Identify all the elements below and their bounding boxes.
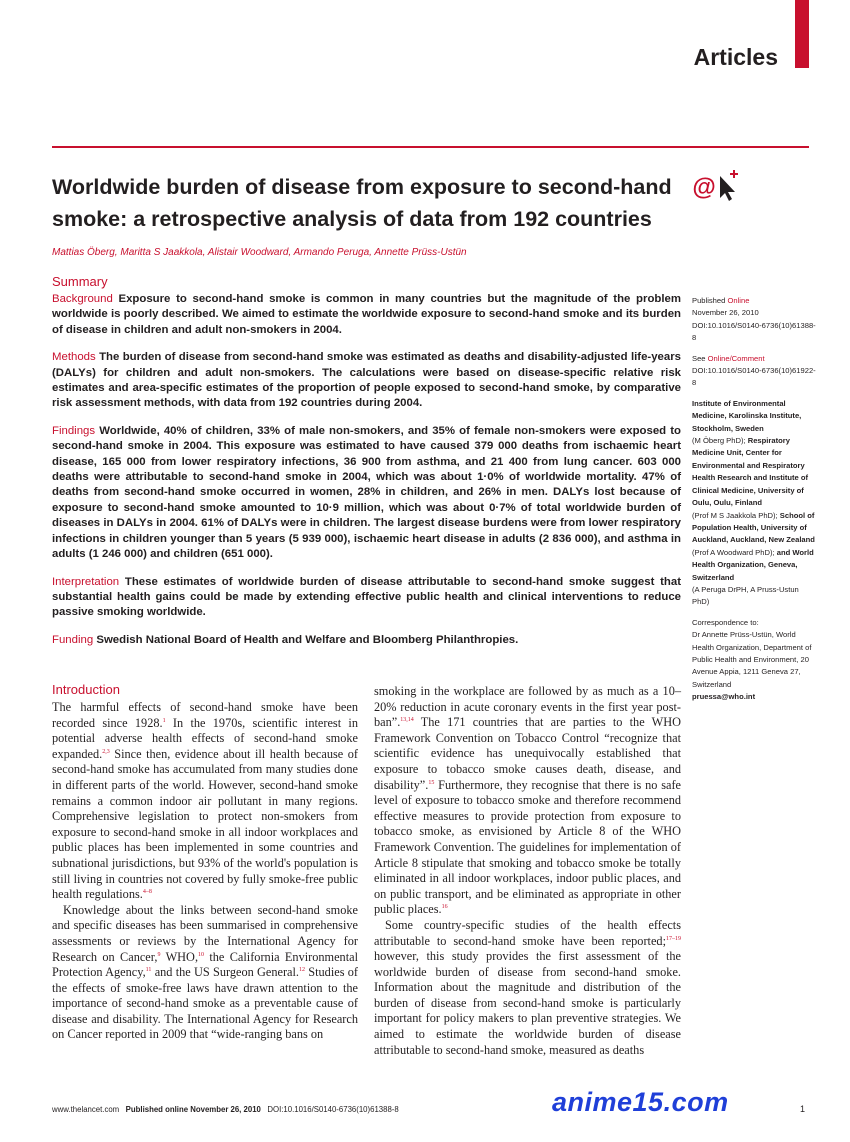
published-doi: DOI:10.1016/S0140-6736(10)61388-8 (692, 320, 816, 343)
body-column-right (374, 684, 681, 1058)
intro-paragraph: smoking in the workplace are followed by as much as a 10–20% reduction in acute coronary events in the first year post-ban”.$^{13,14}$ The 171 countries that are parties to the WHO Framework Convention on Tobacco Control “recognize that scientific evidence has unequivocally established that exposure to tobacco smoke causes death, disease, and disability”.$^{15}$ Furthermore, they recognise that there is no safe level of exposure to tobacco smoke and therefore recommend effective measures to provide protection from exposure to tobacco smoke, as envisioned by Article 8 of the WHO Framework Convention. The guidelines for implementation of Article 8 stipulate that smoking and tobacco smoke be totally eliminated in all indoor workplaces, indoor public places, and on public transport, and be eliminated as appropriate in other public places.$^{16}$ (374, 684, 681, 917)
findings-label: Findings (52, 424, 96, 437)
author-list: Mattias Öberg, Maritta S Jaakkola, Alistair Woodward, Armando Peruga, Annette Prüss-Ustün (52, 247, 467, 258)
comment-doi: DOI:10.1016/S0140-6736(10)61922-8 (692, 366, 816, 388)
interpretation-label: Interpretation (52, 575, 120, 588)
site-link[interactable]: www.thelancet.com (52, 1105, 120, 1114)
introduction-heading: Introduction (52, 682, 120, 697)
findings-text: Worldwide, 40% of children, 33% of male non-smokers, and 35% of female non-smokers were exposed to second-hand smoke in 2004. This exposure was estimated to have caused 379 000 deaths from ischaemic heart disease, 165 000 from lower respiratory infections, 36 900 from asthma, and 21 400 from lung cancer. 603 000 deaths were attributable to second-hand smoke in 2004, which was about 1·0% of worldwide mortality. 47% of deaths from second-hand smoke occurred in women, 28% in children, and 26% in men. DALYs lost because of exposure to second-hand smoke amounted to 10·9 million, which was about 0·7% of total worldwide burden of diseases in DALYs in 2004. 61% of DALYs were in children. The largest disease burdens were from lower respiratory infections in children younger than 5 years (5 939 000), ischaemic heart disease in adults (2 836 000), and asthma in adults (1 246 000) and children (651 000). (52, 424, 681, 561)
correspondence: Correspondence to: Dr Annette Prüss-Ustün, World Health Organization, Department of Public Health and Environment, 20 Avenue Appia, 1211 Geneva 27, Switzerland pruessa@who.int (692, 617, 812, 702)
page-footer (52, 1105, 399, 1114)
summary-interpretation (52, 575, 681, 621)
comment-link[interactable]: Online/Comment (707, 353, 765, 363)
affiliations: Institute of Environmental Medicine, Karolinska Institute, Stockholm, Sweden (M Öberg PhD); Respiratory Medicine Unit, Center for Environmental and Respiratory Health Research and Institute of Clinical Medicine, University of Oulu, Oulu, Finland (Prof M S Jaakkola PhD); School of Population Health, University of Auckland, Auckland, New Zealand (Prof A Woodward PhD); and World Health Organization, Geneva, Switzerland (A Peruga DrPH, A Pruss-Ustun PhD) (692, 398, 815, 607)
online-link[interactable]: Online (727, 296, 750, 305)
summary-funding (52, 633, 681, 648)
body-column-left (52, 700, 358, 1043)
summary (52, 292, 681, 660)
article-title: Worldwide burden of disease from exposure to second-hand smoke: a retrospective analysis of data from 192 countries (52, 175, 672, 231)
summary-heading: Summary (52, 274, 108, 289)
page-number: 1 (800, 1104, 806, 1114)
funding-label: Funding (52, 633, 94, 646)
correspondence-email[interactable]: pruessa@who.int (692, 692, 756, 702)
article-sidebar (692, 295, 817, 712)
methods-label: Methods (52, 351, 96, 364)
header-accent-bar (795, 0, 809, 68)
footer-published: Published online November 26, 2010 (125, 1105, 261, 1114)
intro-paragraph: The harmful effects of second-hand smoke have been recorded since 1928.$^1$ In the 1970s, scientific interest in potential adverse health effects of second-hand smoke expanded.$^{2,3}$ Since then, evidence about ill health because of second-hand smoke has accumulated from many studies done in different parts of the world. However, second-hand smoke remains a common indoor air pollutant in many regions. Comprehensive legislation to protect non-smokers from exposure to second-hand smoke in all indoor workplaces and public places has been implemented in some countries and subnational jurisdictions, but 93% of the world's population is still living in countries not covered by fully smoke-free public health regulations.$^{4-8}$ (52, 700, 359, 902)
methods-text: The burden of disease from second-hand smoke was estimated as deaths and disability-adjusted life-years (DALYs) for children and adult non-smokers. The calculations were based on disease-specific relative risk estimates and area-specific estimates of the proportion of people exposed to second-hand smoke, by comparative risk assessment methods, with data from 192 countries during 2004. (52, 351, 681, 410)
background-label: Background (52, 293, 113, 305)
see-comment: See Online/Comment DOI:10.1016/S0140-6736(10)61922-8 (692, 353, 816, 388)
online-first-icon[interactable] (690, 168, 742, 204)
intro-paragraph: Knowledge about the links between second-hand smoke and specific diseases has been summarised in comprehensive assessments or reviews by the International Agency for Research on Cancer,$^9$ WHO,$^{10}$ the California Environmental Protection Agency,$^{11}$ and the US Surgeon General.$^{12}$ Studies of the effects of smoke-free laws have drawn attention to the importance of second-hand smoke as a preventable cause of disease and disability. The International Agency for Research on Cancer reported in 2009 that “wide-ranging bans on (52, 902, 358, 1042)
interpretation-text: These estimates of worldwide burden of disease attributable to second-hand smoke suggest that substantial health gains could be made by extending effective public health and clinical interventions to reduce passive smoking worldwide. (52, 575, 681, 619)
title-rule (52, 146, 809, 148)
summary-findings (52, 424, 681, 563)
summary-methods (52, 350, 681, 412)
funding-text: Swedish National Board of Health and Welfare and Bloomberg Philanthropies. (96, 633, 519, 646)
summary-background (52, 292, 681, 338)
intro-paragraph: Some country-specific studies of the health effects attributable to second-hand smoke have been reported;$^{17-19}$ however, this study provides the first assessment of the worldwide burden of disease from second-hand smoke. Information about the magnitude and distribution of the burden of disease from second-hand smoke is particularly important for policy makers to plan preventive strategies. We aimed to estimate the worldwide burden of disease attributable to second-hand smoke, measured as deaths (374, 917, 681, 1057)
background-text: Exposure to second-hand smoke is common in many countries but the magnitude of the problem worldwide is poorly described. We aimed to estimate the worldwide exposure to second-hand smoke and its burden of disease in children and adult non-smokers in 2004. (52, 293, 681, 336)
svg-text:@: @ (692, 174, 716, 201)
section-label: Articles (693, 44, 778, 70)
footer-doi: DOI:10.1016/S0140-6736(10)61388-8 (267, 1105, 399, 1114)
published-info: Published Online November 26, 2010 DOI:10.1016/S0140-6736(10)61388-8 (692, 296, 816, 343)
watermark: anime15.com (552, 1087, 729, 1117)
